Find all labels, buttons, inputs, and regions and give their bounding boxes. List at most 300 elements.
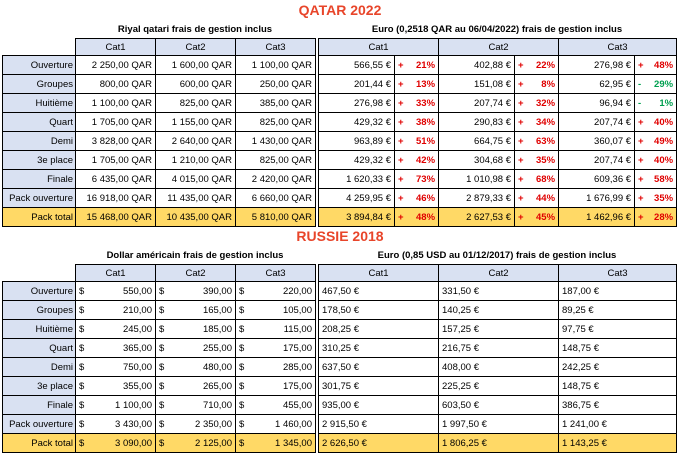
currency-symbol: $ (239, 361, 245, 373)
euro-price-cell: 148,75 € (559, 377, 677, 396)
amount: 255,00 (202, 342, 232, 354)
amount: 2 350,00 (195, 418, 232, 430)
price-cell (156, 434, 236, 453)
variation-cell (395, 170, 439, 189)
price-cell (76, 434, 156, 453)
dollar-amount (79, 362, 152, 373)
euro-price-cell: 1 676,99 € (559, 189, 635, 208)
euro-price-cell: 301,75 € (319, 377, 439, 396)
currency-symbol: $ (159, 361, 165, 373)
dollar-amount (79, 286, 152, 297)
variation-cell (395, 113, 439, 132)
row-label: Ouverture (3, 56, 76, 75)
table-row (319, 132, 677, 151)
dollar-amount (79, 419, 152, 430)
currency-symbol: $ (239, 285, 245, 297)
price-cell: 1 210,00 QAR (156, 151, 236, 170)
price-cell: 825,00 QAR (236, 151, 316, 170)
dollar-amount (79, 381, 152, 392)
variation-sign: + (398, 97, 404, 109)
dollar-amount (239, 381, 312, 392)
category-header: Cat2 (156, 39, 236, 56)
price-cell: 1 100,00 QAR (76, 94, 156, 113)
variation-sign: + (638, 173, 644, 185)
table-row (3, 189, 316, 208)
row-label: Finale (3, 170, 76, 189)
euro-price-cell: 664,75 € (439, 132, 515, 151)
euro-price-cell: 1 010,98 € (439, 170, 515, 189)
variation-percent: 32% (536, 97, 556, 109)
variation (518, 60, 555, 71)
dollar-amount (159, 381, 232, 392)
price-cell (156, 339, 236, 358)
category-header: Cat2 (156, 265, 236, 282)
row-label: Ouverture (3, 282, 76, 301)
table-row (319, 94, 677, 113)
euro-price-cell: 157,25 € (439, 320, 559, 339)
table-row (319, 339, 677, 358)
currency-symbol: $ (159, 304, 165, 316)
price-cell: 825,00 QAR (236, 113, 316, 132)
table-row (3, 434, 316, 453)
currency-symbol: $ (79, 380, 85, 392)
currency-symbol: $ (79, 285, 85, 297)
table-row (319, 56, 677, 75)
row-label: Demi (3, 358, 76, 377)
price-cell (156, 358, 236, 377)
dollar-amount (239, 324, 312, 335)
amount: 175,00 (282, 380, 312, 392)
currency-symbol: $ (239, 399, 245, 411)
price-cell (156, 301, 236, 320)
variation-cell (635, 94, 677, 113)
price-cell: 2 420,00 QAR (236, 170, 316, 189)
amount: 3 090,00 (115, 437, 152, 449)
euro-price-cell: 225,25 € (439, 377, 559, 396)
euro-price-cell: 408,00 € (439, 358, 559, 377)
euro-price-cell: 935,00 € (319, 396, 439, 415)
variation (518, 98, 555, 109)
variation-sign: - (638, 78, 642, 90)
euro-price-cell: 310,25 € (319, 339, 439, 358)
price-cell (236, 282, 316, 301)
currency-symbol: $ (79, 323, 85, 335)
variation-cell (515, 208, 559, 227)
variation-percent: 34% (536, 116, 556, 128)
variation-cell (515, 170, 559, 189)
euro-price-cell: 207,74 € (559, 113, 635, 132)
variation-sign: + (518, 173, 524, 185)
variation-cell (395, 94, 439, 113)
amount: 1 460,00 (275, 418, 312, 430)
variation-sign: + (518, 192, 524, 204)
table-row (3, 320, 316, 339)
price-cell (156, 282, 236, 301)
amount: 285,00 (282, 361, 312, 373)
currency-symbol: $ (159, 285, 165, 297)
table-row (319, 189, 677, 208)
dollar-amount (159, 343, 232, 354)
price-cell (236, 301, 316, 320)
variation (398, 174, 435, 185)
variation-sign: + (638, 192, 644, 204)
variation-sign: + (398, 154, 404, 166)
variation (638, 117, 673, 128)
dollar-amount (79, 438, 152, 449)
amount: 2 125,00 (195, 437, 232, 449)
variation-cell (395, 132, 439, 151)
variation-percent: 29% (654, 78, 674, 90)
dollar-amount (159, 324, 232, 335)
variation-percent: 68% (536, 173, 556, 185)
price-cell: 1 430,00 QAR (236, 132, 316, 151)
currency-symbol: $ (79, 437, 85, 449)
currency-symbol: $ (79, 399, 85, 411)
table-row (319, 282, 677, 301)
table-row (3, 301, 316, 320)
euro-price-cell: 1 462,96 € (559, 208, 635, 227)
price-cell (236, 434, 316, 453)
dollar-amount (239, 362, 312, 373)
price-cell (156, 377, 236, 396)
euro-price-cell: 89,25 € (559, 301, 677, 320)
qatar-euro-subtitle: Euro (0,2518 QAR au 06/04/2022) frais de gestion inclus (371, 24, 623, 35)
table-row (319, 113, 677, 132)
price-cell (76, 396, 156, 415)
variation (398, 136, 435, 147)
variation-percent: 1% (659, 97, 674, 109)
euro-price-cell: 1 620,33 € (319, 170, 395, 189)
price-cell: 385,00 QAR (236, 94, 316, 113)
category-header: Cat1 (319, 265, 439, 282)
price-cell: 15 468,00 QAR (76, 208, 156, 227)
variation-sign: + (638, 135, 644, 147)
euro-price-cell: 1 997,50 € (439, 415, 559, 434)
currency-symbol: $ (239, 418, 245, 430)
price-cell (236, 415, 316, 434)
table-row (3, 396, 316, 415)
dollar-amount (159, 362, 232, 373)
euro-price-cell: 208,25 € (319, 320, 439, 339)
variation (518, 155, 555, 166)
corner-cell (3, 39, 76, 56)
header-row (3, 39, 316, 56)
euro-price-cell: 62,95 € (559, 75, 635, 94)
table-row (3, 170, 316, 189)
price-cell (156, 396, 236, 415)
table-row (3, 113, 316, 132)
euro-price-cell: 4 259,95 € (319, 189, 395, 208)
price-cell: 5 810,00 QAR (236, 208, 316, 227)
table-row (3, 415, 316, 434)
row-label: Finale (3, 396, 76, 415)
russie-euro-subtitle: Euro (0,85 USD au 01/12/2017) frais de gestion inclus (377, 250, 617, 261)
amount: 455,00 (282, 399, 312, 411)
euro-price-cell: 467,50 € (319, 282, 439, 301)
variation (638, 136, 673, 147)
dollar-amount (159, 419, 232, 430)
price-cell: 1 600,00 QAR (156, 56, 236, 75)
variation-sign: - (638, 97, 642, 109)
variation-sign: + (518, 59, 524, 71)
price-cell: 1 705,00 QAR (76, 113, 156, 132)
variation-sign: + (518, 116, 524, 128)
euro-price-cell: 2 626,50 € (319, 434, 439, 453)
price-cell (236, 358, 316, 377)
variation-sign: + (518, 97, 524, 109)
amount: 245,00 (122, 323, 152, 335)
dollar-amount (239, 419, 312, 430)
euro-price-cell: 429,32 € (319, 113, 395, 132)
price-cell (156, 320, 236, 339)
variation (398, 79, 435, 90)
dollar-amount (239, 343, 312, 354)
price-cell (76, 282, 156, 301)
euro-price-cell: 637,50 € (319, 358, 439, 377)
variation-cell (635, 151, 677, 170)
amount: 210,00 (122, 304, 152, 316)
euro-price-cell: 304,68 € (439, 151, 515, 170)
amount: 390,00 (202, 285, 232, 297)
euro-price-cell: 276,98 € (559, 56, 635, 75)
amount: 750,00 (122, 361, 152, 373)
row-label: 3e place (3, 377, 76, 396)
variation (518, 79, 555, 90)
currency-symbol: $ (79, 342, 85, 354)
euro-price-cell: 276,98 € (319, 94, 395, 113)
variation-sign: + (398, 192, 404, 204)
price-cell (236, 396, 316, 415)
header-row (319, 265, 677, 282)
variation (398, 193, 435, 204)
variation (518, 136, 555, 147)
variation-cell (635, 56, 677, 75)
currency-symbol: $ (79, 361, 85, 373)
table-row (319, 75, 677, 94)
russie-euro-table (318, 264, 677, 453)
dollar-amount (239, 286, 312, 297)
euro-price-cell: 1 806,25 € (439, 434, 559, 453)
variation-percent: 45% (536, 211, 556, 223)
currency-symbol: $ (79, 304, 85, 316)
price-cell (236, 320, 316, 339)
amount: 115,00 (283, 323, 312, 335)
category-header: Cat1 (319, 39, 439, 56)
variation-cell (635, 189, 677, 208)
euro-price-cell: 148,75 € (559, 339, 677, 358)
currency-symbol: $ (239, 323, 245, 335)
currency-symbol: $ (239, 304, 245, 316)
price-cell: 1 705,00 QAR (76, 151, 156, 170)
dollar-amount (239, 305, 312, 316)
dollar-amount (239, 438, 312, 449)
variation (518, 117, 555, 128)
header-row (3, 265, 316, 282)
euro-price-cell: 2 627,53 € (439, 208, 515, 227)
table-row (3, 208, 316, 227)
category-header: Cat1 (76, 39, 156, 56)
variation-percent: 35% (654, 192, 674, 204)
euro-price-cell: 360,07 € (559, 132, 635, 151)
table-row (3, 94, 316, 113)
currency-symbol: $ (159, 399, 165, 411)
variation-cell (515, 132, 559, 151)
amount: 480,00 (202, 361, 232, 373)
table-row (3, 75, 316, 94)
price-cell: 16 918,00 QAR (76, 189, 156, 208)
price-cell (76, 415, 156, 434)
variation-cell (515, 113, 559, 132)
variation-percent: 73% (416, 173, 436, 185)
dollar-amount (239, 400, 312, 411)
variation (638, 60, 673, 71)
variation-cell (515, 56, 559, 75)
dollar-amount (79, 324, 152, 335)
price-cell (76, 358, 156, 377)
table-row (3, 377, 316, 396)
variation-cell (635, 113, 677, 132)
category-header: Cat3 (559, 39, 677, 56)
price-cell (76, 320, 156, 339)
table-row (319, 151, 677, 170)
variation (638, 212, 673, 223)
currency-symbol: $ (79, 418, 85, 430)
amount: 265,00 (202, 380, 232, 392)
currency-symbol: $ (239, 437, 245, 449)
row-label: Pack total (3, 434, 76, 453)
dollar-amount (159, 305, 232, 316)
variation-sign: + (518, 211, 524, 223)
table-row (3, 151, 316, 170)
variation (518, 212, 555, 223)
euro-price-cell: 97,75 € (559, 320, 677, 339)
euro-price-cell: 609,36 € (559, 170, 635, 189)
euro-price-cell: 3 894,84 € (319, 208, 395, 227)
amount: 165,00 (202, 304, 232, 316)
variation-percent: 63% (536, 135, 556, 147)
price-cell: 6 660,00 QAR (236, 189, 316, 208)
table-row (319, 415, 677, 434)
variation-percent: 40% (654, 154, 674, 166)
variation-percent: 49% (654, 135, 674, 147)
amount: 710,00 (202, 399, 232, 411)
qatar-local-table (2, 38, 316, 227)
variation-percent: 48% (654, 59, 674, 71)
amount: 365,00 (122, 342, 152, 354)
euro-price-cell: 201,44 € (319, 75, 395, 94)
euro-price-cell: 963,89 € (319, 132, 395, 151)
qatar-title: QATAR 2022 (298, 2, 382, 18)
amount: 550,00 (122, 285, 152, 297)
qatar-euro-table (318, 38, 677, 227)
euro-price-cell: 429,32 € (319, 151, 395, 170)
price-cell: 250,00 QAR (236, 75, 316, 94)
variation-cell (395, 56, 439, 75)
category-header: Cat2 (439, 265, 559, 282)
row-label: Pack total (3, 208, 76, 227)
dollar-amount (159, 286, 232, 297)
price-cell: 800,00 QAR (76, 75, 156, 94)
dollar-amount (79, 305, 152, 316)
variation-percent: 21% (416, 59, 436, 71)
amount: 220,00 (282, 285, 312, 297)
variation-sign: + (398, 135, 404, 147)
variation-percent: 33% (416, 97, 436, 109)
row-label: Pack ouverture (3, 189, 76, 208)
currency-symbol: $ (159, 323, 165, 335)
price-cell: 11 435,00 QAR (156, 189, 236, 208)
header-row (319, 39, 677, 56)
price-cell: 3 828,00 QAR (76, 132, 156, 151)
price-cell (76, 377, 156, 396)
amount: 1 345,00 (275, 437, 312, 449)
euro-price-cell: 386,75 € (559, 396, 677, 415)
dollar-amount (159, 400, 232, 411)
variation (638, 193, 673, 204)
variation-percent: 58% (654, 173, 674, 185)
category-header: Cat3 (559, 265, 677, 282)
variation-sign: + (638, 59, 644, 71)
variation-cell (515, 94, 559, 113)
variation-sign: + (638, 116, 644, 128)
euro-price-cell: 566,55 € (319, 56, 395, 75)
russie-title: RUSSIE 2018 (296, 228, 384, 244)
table-row (319, 208, 677, 227)
amount: 175,00 (282, 342, 312, 354)
table-row (3, 282, 316, 301)
variation-percent: 40% (654, 116, 674, 128)
amount: 3 430,00 (115, 418, 152, 430)
row-label: Demi (3, 132, 76, 151)
price-cell: 825,00 QAR (156, 94, 236, 113)
price-cell (236, 339, 316, 358)
euro-price-cell: 151,08 € (439, 75, 515, 94)
euro-price-cell: 178,50 € (319, 301, 439, 320)
currency-symbol: $ (239, 342, 245, 354)
variation (638, 98, 673, 109)
row-label: Pack ouverture (3, 415, 76, 434)
variation-percent: 44% (536, 192, 556, 204)
qatar-local-subtitle: Riyal qatari frais de gestion inclus (117, 24, 273, 35)
category-header: Cat3 (236, 39, 316, 56)
variation-cell (515, 151, 559, 170)
row-label: Quart (3, 113, 76, 132)
variation-cell (635, 208, 677, 227)
price-cell (76, 339, 156, 358)
variation-sign: + (518, 135, 524, 147)
euro-price-cell: 603,50 € (439, 396, 559, 415)
russie-local-subtitle: Dollar américain frais de gestion inclus (106, 250, 284, 261)
price-cell (76, 301, 156, 320)
price-cell: 2 250,00 QAR (76, 56, 156, 75)
variation-percent: 51% (416, 135, 436, 147)
table-row (319, 170, 677, 189)
variation-percent: 48% (416, 211, 436, 223)
euro-price-cell: 331,50 € (439, 282, 559, 301)
variation-percent: 8% (541, 78, 556, 90)
variation-sign: + (518, 78, 524, 90)
variation-sign: + (638, 154, 644, 166)
variation-cell (635, 170, 677, 189)
euro-price-cell: 207,74 € (439, 94, 515, 113)
euro-price-cell: 140,25 € (439, 301, 559, 320)
variation-sign: + (398, 116, 404, 128)
variation-cell (395, 189, 439, 208)
table-row (3, 339, 316, 358)
table-row (319, 301, 677, 320)
variation-sign: + (398, 59, 404, 71)
variation-cell (515, 75, 559, 94)
